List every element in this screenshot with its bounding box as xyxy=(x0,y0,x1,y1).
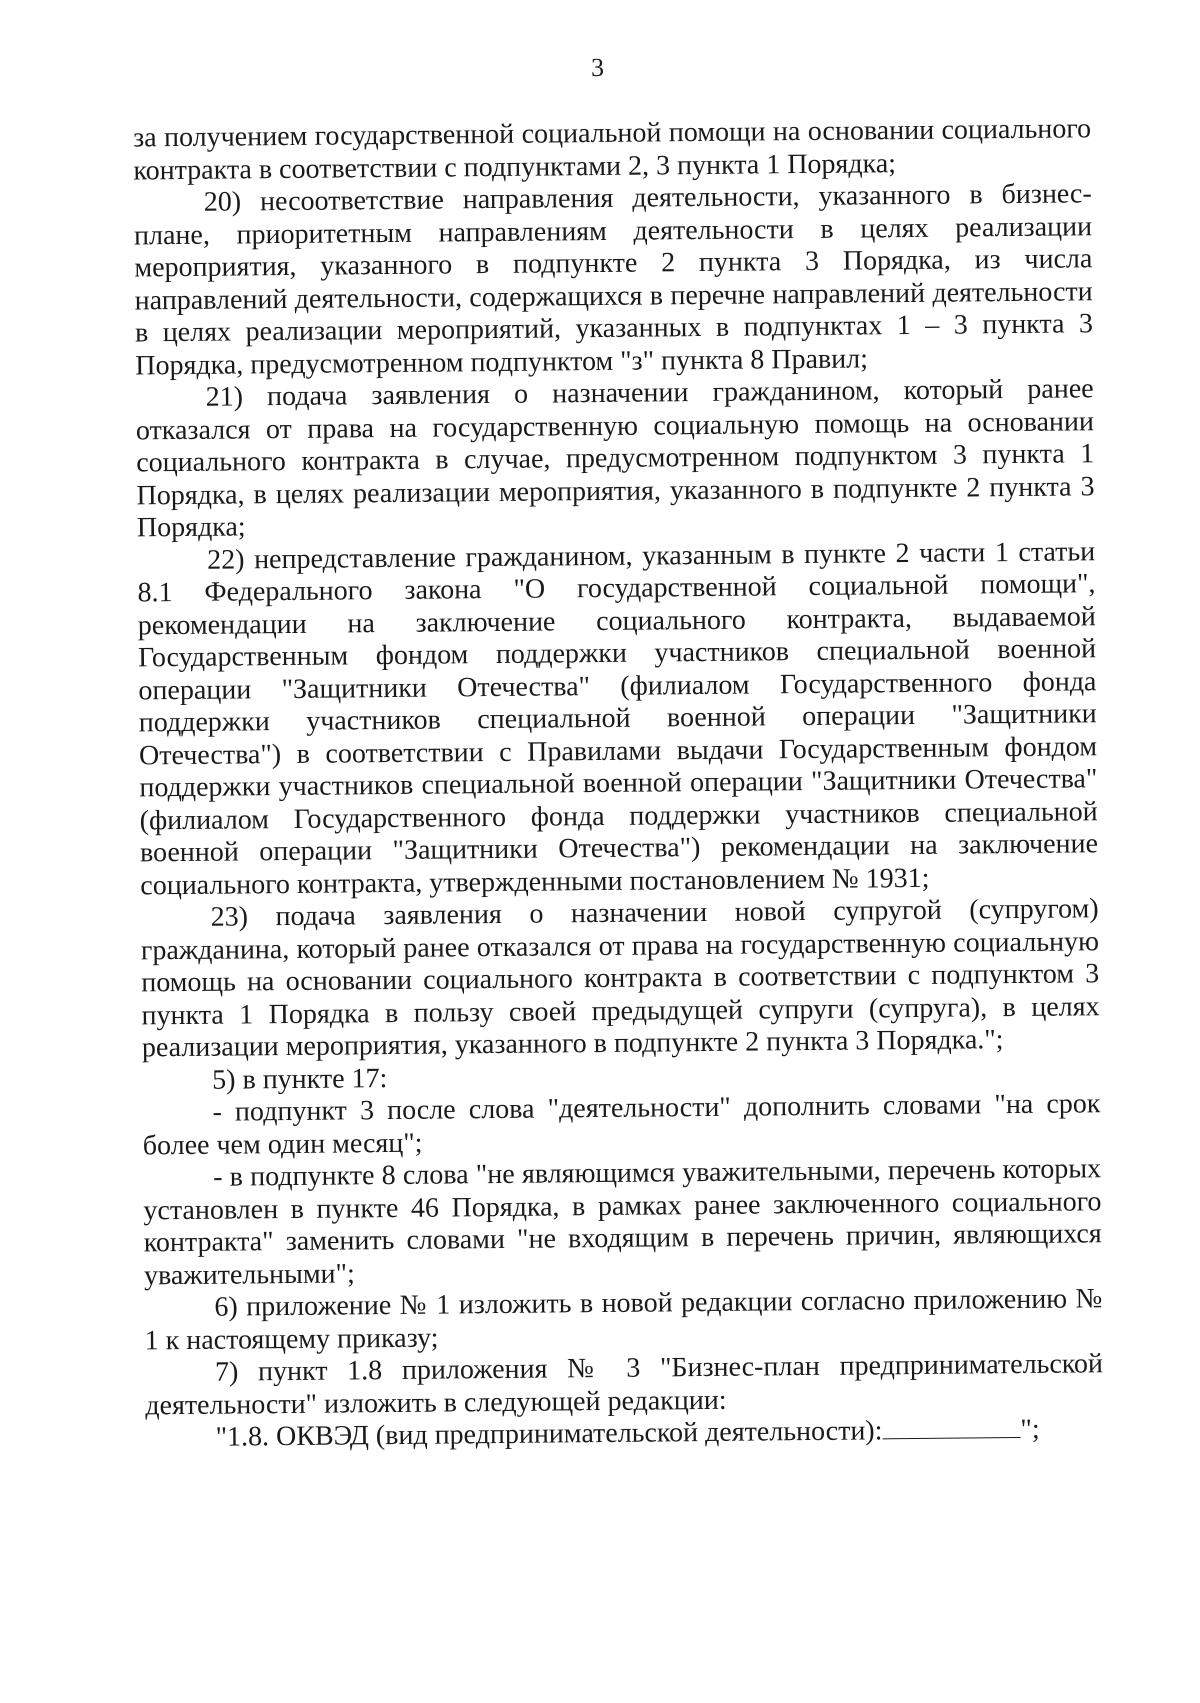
paragraph-subitem-8: - в подпункте 8 слова "не являющимся уважительными, перечень которых установлен в пункте 46 Порядка, в рамках ранее заключенного социального контракта" заменить словами "не входящим в перечень причин, являющихся уважительными"; xyxy=(143,1153,1102,1291)
paragraph-item-5: 5) в пункте 17: xyxy=(212,1062,388,1096)
paragraph-item-20: 20) несоответствие направления деятельности, указанного в бизнес-плане, приоритетным направлениям деятельности в целях реализации мероприятия, указанного в подпункте 2 пункта 3 Порядка, из числа направлений деятельности, содержащихся в перечне направлений деятельности в целях реализации мероприятий, указанных в подпунктах 1 – 3 пункта 3 Порядка, предусмотренном подпунктом "з" пункта 8 Правил; xyxy=(133,178,1094,381)
okved-line-end: "; xyxy=(1020,1413,1040,1445)
okved-blank-field xyxy=(882,1415,1020,1439)
paragraph-item-7: 7) пункт 1.8 приложения № 3 "Бизнес-план предпринимательской деятельности" изложить в следующей редакции: xyxy=(145,1348,1104,1421)
paragraph-item-21: 21) подача заявления о назначении гражданином, который ранее отказался от права на государственную социальную помощь на основании социального контракта в случае, предусмотренном подпунктом 3 пункта 1 Порядка, в целях реализации мероприятия, указанного в подпункте 2 пункта 3 Порядка; xyxy=(135,373,1095,544)
paragraph-subitem-3: - подпункт 3 после слова "деятельности" дополнить словами "на срок более чем один месяц"; xyxy=(142,1088,1101,1161)
paragraph-item-22: 22) непредставление гражданином, указанным в пункте 2 части 1 статьи 8.1 Федерального закона "О государственной социальной помощи", рекомендации на заключение социального контракта, выдаваемой Государственным фондом поддержки участников специальной военной операции "Защитники Отечества" (филиалом Государственного фонда поддержки участников специальной военной операции "Защитники Отечества") в соответствии с Правилами выдачи Государственным фондом поддержки участников специальной военной операции "Защитники Отечества" (филиалом Государственного фонда поддержки участников специальной военной операции "Защитники Отечества") рекомендации на заключение социального контракта, утвержденными постановлением № 1931; xyxy=(137,535,1099,901)
paragraph-item-6: 6) приложение № 1 изложить в новой редакции согласно приложению № 1 к настоящему приказу; xyxy=(144,1283,1103,1356)
paragraph-item-23: 23) подача заявления о назначении новой супругой (супругом) гражданина, который ранее отказался от права на государственную социальную помощь на основании социального контракта в соответствии с подпунктом 3 пункта 1 Порядка в пользу своей предыдущей супруги (супруга), в целях реализации мероприятия, указанного в подпункте 2 пункта 3 Порядка."; xyxy=(140,893,1100,1064)
document-body xyxy=(133,113,1104,1455)
paragraph-continuation: за получением государственной социальной помощи на основании социального контракта в соответствии с подпунктами 2, 3 пункта 1 Порядка; xyxy=(132,113,1092,186)
page-number: 3 xyxy=(590,52,605,83)
okved-label: "1.8. ОКВЭД (вид предпринимательской деятельности): xyxy=(215,1415,883,1453)
